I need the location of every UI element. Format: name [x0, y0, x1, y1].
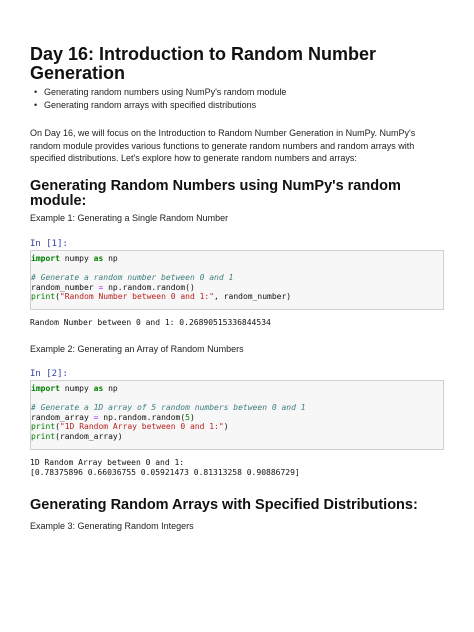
code-line: print(random_array): [31, 431, 123, 441]
example-3-label: Example 3: Generating Random Integers: [30, 521, 194, 531]
bullet-item: • Generating random arrays with specified distributions: [30, 99, 286, 112]
cell-output-1: Random Number between 0 and 1: 0.26890515336844534: [30, 318, 271, 327]
code-line: # Generate a 1D array of 5 random numbers between 0 and 1: [31, 403, 306, 413]
code-line: import numpy as np: [31, 254, 118, 263]
code-line: # Generate a random number between 0 and 1: [31, 273, 234, 283]
code-line: import numpy as np: [31, 384, 118, 393]
code-cell-2[interactable]: [30, 380, 444, 450]
code-line: print("Random Number between 0 and 1:", random_number): [31, 292, 292, 302]
code-line: [31, 264, 443, 274]
cell-prompt-1: In [1]:: [30, 239, 68, 249]
bullet-list: [30, 86, 286, 112]
code-cell-1[interactable]: [30, 250, 444, 310]
cell-output-2-line-1: 1D Random Array between 0 and 1:: [30, 458, 185, 467]
code-line: random_array = np.random.random(5): [31, 412, 195, 422]
code-line: [31, 394, 443, 404]
code-line: print("1D Random Array between 0 and 1:"): [31, 422, 229, 432]
intro-paragraph: On Day 16, we will focus on the Introduction to Random Number Generation in NumPy. NumPy's random module provides various functions to generate random numbers and random arrays with specified distributions. Let's explore how to generate random numbers and arrays:: [30, 128, 416, 163]
cell-prompt-2: In [2]:: [30, 369, 68, 379]
section-heading-random-numbers: Generating Random Numbers using NumPy's random module:: [30, 178, 401, 209]
cell-output-2-line-2: [0.78375896 0.66036755 0.05921473 0.81313258 0.90886729]: [30, 468, 300, 477]
page-title: Day 16: Introduction to Random Number Generation: [30, 44, 377, 83]
example-1-label: Example 1: Generating a Single Random Number: [30, 213, 229, 223]
section-heading-distributions: Generating Random Arrays with Specified Distributions:: [30, 497, 418, 513]
bullet-item: • Generating random numbers using NumPy's random module: [30, 86, 286, 99]
code-line: random_number = np.random.random(): [31, 282, 195, 292]
example-2-label: Example 2: Generating an Array of Random Numbers: [30, 344, 244, 354]
